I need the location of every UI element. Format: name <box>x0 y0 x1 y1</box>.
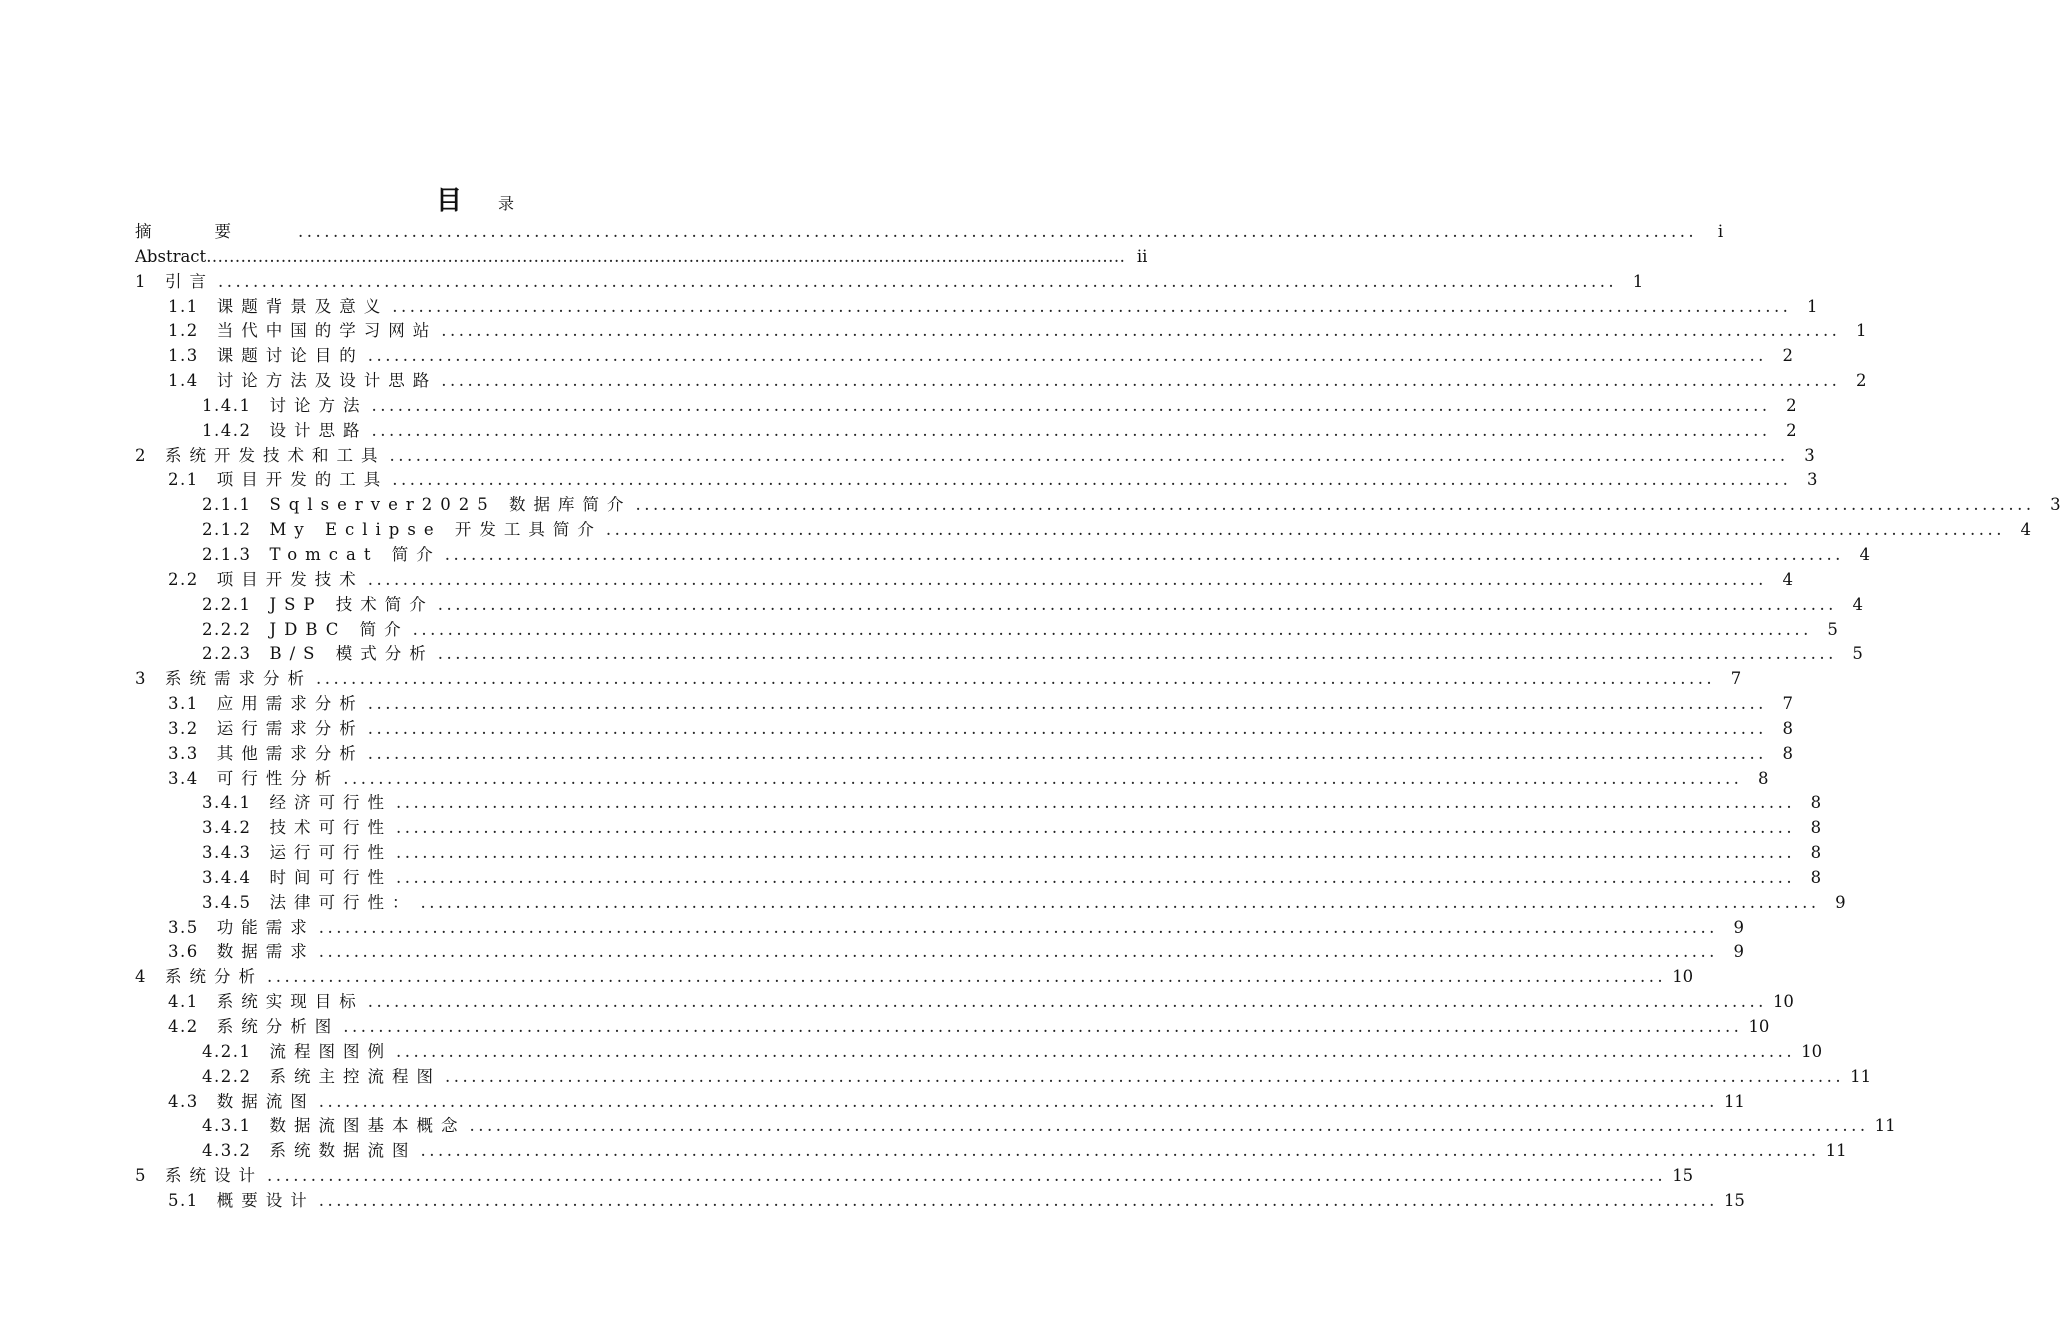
toc-entry-number: 2.1.3 <box>202 544 252 564</box>
toc-entry[interactable] <box>135 369 1867 394</box>
toc-leader-dots: ................................................................................................................................................................ <box>412 619 1812 639</box>
toc-entry-page: 11 <box>1874 1116 1896 1136</box>
toc-entry-page: 10 <box>1748 1017 1770 1036</box>
toc-leader-dots: ................................................................................................................................................................ <box>444 544 1844 564</box>
toc-entry-label: 系统实现目标 <box>216 992 364 1012</box>
toc-entry-label: 数据需求 <box>216 942 315 962</box>
toc-entry-label: 摘要 <box>135 222 294 241</box>
toc-entry-number: 4.3.2 <box>202 1141 252 1161</box>
toc-entry-page: 5 <box>1827 619 1838 639</box>
toc-leader-dots: ................................................................................................................................................................ <box>267 967 1667 987</box>
toc-entry-page: 7 <box>1730 669 1742 689</box>
toc-entry-number: 3.4.5 <box>202 892 252 912</box>
toc-entry[interactable] <box>135 319 1867 344</box>
toc-entry-page: 8 <box>1810 867 1822 887</box>
toc-entry-page: 11 <box>1850 1066 1872 1086</box>
toc-entry[interactable] <box>135 1040 1823 1065</box>
toc-leader-dots: ................................................................................................................................................................ <box>371 420 1771 440</box>
toc-entry-number: 1.4.2 <box>202 420 252 440</box>
toc-entry-page: 4 <box>1852 594 1863 614</box>
toc-entry[interactable] <box>135 468 1818 493</box>
toc-entry-label: 系统分析 <box>165 967 263 987</box>
toc-leader-dots: ................................................................................................................................................................ <box>343 768 1743 788</box>
toc-entry[interactable] <box>135 245 1148 270</box>
toc-entry-label: 技术可行性 <box>269 818 392 838</box>
toc-entry-label: 课题讨论目的 <box>216 346 364 366</box>
toc-entry-number: 3.5 <box>168 917 199 937</box>
toc-entry[interactable] <box>135 1189 1745 1214</box>
toc-entry-label: Abstract <box>135 246 207 266</box>
toc-entry[interactable] <box>135 344 1793 369</box>
toc-entry-page: 1 <box>1632 271 1644 291</box>
toc-entry-label: 功能需求 <box>216 917 315 937</box>
toc-entry-number: 2.1 <box>168 470 199 490</box>
toc-leader-dots: ................................................................................................................................................................ <box>444 1066 1845 1086</box>
toc-entry[interactable] <box>135 1139 1847 1164</box>
toc-leader-dots: ................................................................................................................................................................ <box>318 1190 1718 1210</box>
toc-entry-label: 设计思路 <box>269 420 368 440</box>
toc-entry-label: 数据流图基本概念 <box>269 1116 466 1136</box>
toc-entry[interactable] <box>135 444 1815 469</box>
toc-entry[interactable] <box>135 518 2032 543</box>
toc-entry[interactable] <box>135 1164 1694 1189</box>
toc-entry-page: 9 <box>1733 942 1744 962</box>
toc-entry[interactable] <box>135 866 1822 891</box>
toc-leader-dots: ................................................................................................................................................................ <box>367 743 1767 763</box>
toc-entry[interactable] <box>135 270 1644 295</box>
toc-entry-label: 流程图图例 <box>269 1041 392 1061</box>
toc-leader-dots: ................................................................................................................................................................ <box>420 892 1820 912</box>
toc-leader-dots: ................................................................................................................................................................ <box>392 296 1792 316</box>
toc-leader-dots: ................................................................................................................................................................ <box>298 222 1698 241</box>
toc-entry-label: Sqlserver2025 数据库简介 <box>269 495 632 515</box>
toc-entry-number: 2.1.1 <box>202 495 252 515</box>
toc-leader-dots: ................................................................................................................................................................ <box>469 1116 1869 1136</box>
toc-entry-page: 11 <box>1825 1141 1847 1161</box>
toc-leader-dots: ................................................................................................................................................................ <box>605 520 2006 540</box>
toc-entry-number: 4.1 <box>168 992 199 1012</box>
toc-entry-page: 3 <box>1804 445 1815 465</box>
toc-entry-page: 5 <box>1852 644 1863 664</box>
toc-entry-number: 5.1 <box>168 1190 199 1210</box>
toc-entry-label: JSP 技术简介 <box>269 594 434 614</box>
toc-entry-page: 7 <box>1782 694 1793 714</box>
toc-entry-number: 3.1 <box>168 694 199 714</box>
toc-leader-dots: ................................................................................................................................................................ <box>343 1017 1743 1036</box>
toc-leader-dots: ................................................................................................................................................................ <box>635 495 2035 515</box>
toc-entry-number: 4.3.1 <box>202 1116 252 1136</box>
toc-entry-label: 时间可行性 <box>269 867 392 887</box>
toc-entry-number: 4.2 <box>168 1017 199 1036</box>
toc-entry-page: 8 <box>1782 718 1793 738</box>
toc-entry-number: 3.4 <box>168 768 199 788</box>
toc-entry[interactable] <box>135 568 1793 593</box>
toc-leader-dots: ................................................................................................................................................................ <box>371 395 1771 415</box>
toc-entry[interactable] <box>135 916 1744 941</box>
toc-entry[interactable] <box>135 220 1724 245</box>
toc-entry-label: 系统开发技术和工具 <box>165 445 386 465</box>
toc-entry-page: 8 <box>1810 793 1822 813</box>
toc-entry[interactable] <box>135 419 1797 444</box>
toc-entry-number: 2.2.1 <box>202 594 252 614</box>
toc-entry-page: 10 <box>1672 967 1694 987</box>
toc-entry-number: 2.2.3 <box>202 644 252 664</box>
toc-entry-label: 讨论方法 <box>269 395 368 415</box>
toc-entry-label: JDBC 简介 <box>269 619 409 639</box>
toc-entry[interactable] <box>135 543 1870 568</box>
toc-entry[interactable] <box>135 394 1797 419</box>
toc-leader-dots: ................................................................................................................................................................ <box>441 321 1841 341</box>
toc-entry[interactable] <box>135 618 1838 643</box>
toc-title-sub: 录 <box>498 194 515 213</box>
toc-entry-label: B/S 模式分析 <box>269 644 434 664</box>
toc-entry[interactable] <box>135 990 1794 1015</box>
toc-entry-number: 2.2.2 <box>202 619 252 639</box>
toc-leader-dots: ................................................................................................................................................................ <box>367 992 1767 1012</box>
toc-entry-label: 系统数据流图 <box>269 1141 417 1161</box>
toc-entry-page: 1 <box>1806 296 1818 316</box>
toc-leader-dots: ................................................................................................................................................................ <box>389 445 1789 465</box>
toc-entry[interactable] <box>135 816 1822 841</box>
toc-leader-dots: ................................................................................................................................................................ <box>395 867 1796 887</box>
toc-entry-number: 4 <box>135 967 147 987</box>
toc-entry-label: 运行需求分析 <box>216 718 364 738</box>
toc-leader-dots: ................................................................................................................................................................ <box>392 470 1792 490</box>
toc-entry[interactable] <box>135 717 1793 742</box>
toc-entry-page: i <box>1717 222 1724 241</box>
toc-entry[interactable] <box>135 767 1769 792</box>
toc-entry-label: 课题背景及意义 <box>216 296 389 316</box>
toc-entry-label: 其他需求分析 <box>216 743 364 763</box>
toc-title <box>0 180 950 217</box>
toc-leader-dots: ................................................................................................................................................................ <box>218 271 1618 291</box>
toc-entry-number: 1.1 <box>168 296 199 316</box>
toc-entry-label: My Eclipse 开发工具简介 <box>269 520 602 540</box>
toc-leader-dots: ................................................................................................................................................................ <box>420 1141 1820 1161</box>
toc-leader-dots: ................................................................................................................................................................ <box>367 718 1767 738</box>
toc-entry-page: 15 <box>1723 1190 1745 1210</box>
toc-leader-dots: ................................................................................................................................................................ <box>367 346 1767 366</box>
toc-entry-page: 3 <box>1806 470 1818 490</box>
toc-leader-dots: ................................................................................................................................................................ <box>441 371 1841 391</box>
toc-entry[interactable] <box>135 841 1822 866</box>
toc-entry-page: 3 <box>2050 495 2061 515</box>
toc-entry-label: 概要设计 <box>216 1190 315 1210</box>
toc-entry-number: 2.1.2 <box>202 520 252 540</box>
toc-leader-dots: ................................................................................................................................................................ <box>437 644 1837 664</box>
toc-leader-dots: ................................................................................................................................................................ <box>395 1041 1796 1061</box>
toc-entry-number: 3.3 <box>168 743 199 763</box>
toc-entry-label: 经济可行性 <box>269 793 392 813</box>
toc-entry-number: 2.2 <box>168 569 199 589</box>
toc-entry-label: Tomcat 简介 <box>269 544 441 564</box>
toc-title-main: 目 <box>435 186 464 216</box>
table-of-contents <box>135 220 2061 1214</box>
toc-entry-label: 运行可行性 <box>269 843 392 863</box>
toc-entry-number: 3.4.2 <box>202 818 252 838</box>
toc-entry-label: 系统分析图 <box>216 1017 340 1036</box>
toc-entry-label: 可行性分析 <box>216 768 340 788</box>
toc-entry-page: 9 <box>1835 892 1846 912</box>
toc-entry-page: 9 <box>1733 917 1744 937</box>
toc-entry-number: 3.2 <box>168 718 199 738</box>
toc-entry-number: 4.2.1 <box>202 1041 252 1061</box>
toc-entry[interactable] <box>135 965 1694 990</box>
toc-entry-page: ii <box>1136 246 1148 266</box>
toc-leader-dots: ................................................................................................................................................................ <box>267 1166 1667 1186</box>
toc-entry-page: 1 <box>1855 321 1867 341</box>
toc-entry-number: 1.3 <box>168 346 199 366</box>
toc-entry-number: 3.4.4 <box>202 867 252 887</box>
toc-entry-label: 讨论方法及设计思路 <box>216 371 438 391</box>
toc-leader-dots: ................................................................................................................................................................ <box>318 917 1718 937</box>
toc-entry[interactable] <box>135 295 1818 320</box>
toc-leader-dots: ................................................................................................................................................................ <box>395 843 1796 863</box>
toc-leader-dots: ................................................................................................................................................................ <box>316 669 1716 689</box>
toc-entry-number: 1 <box>135 271 147 291</box>
toc-entry[interactable] <box>135 692 1793 717</box>
toc-entry[interactable] <box>135 642 1863 667</box>
toc-entry-number: 3 <box>135 669 147 689</box>
toc-entry-page: 8 <box>1757 768 1769 788</box>
toc-entry-page: 2 <box>1786 420 1797 440</box>
toc-entry-page: 10 <box>1772 992 1794 1012</box>
toc-leader-dots: ................................................................................................................................................................ <box>367 569 1767 589</box>
toc-entry-number: 2 <box>135 445 147 465</box>
toc-entry[interactable] <box>135 791 1822 816</box>
toc-entry-page: 8 <box>1782 743 1793 763</box>
toc-entry-label: 项目开发的工具 <box>216 470 389 490</box>
toc-entry-page: 4 <box>1859 544 1870 564</box>
toc-entry[interactable] <box>135 940 1744 965</box>
toc-entry-page: 10 <box>1801 1041 1823 1061</box>
toc-entry-number: 3.6 <box>168 942 199 962</box>
toc-entry[interactable] <box>135 891 1846 916</box>
toc-entry-number: 3.4.3 <box>202 843 252 863</box>
toc-entry-label: 应用需求分析 <box>216 694 364 714</box>
toc-leader-dots: ................................................................................................................................................................ <box>318 1091 1718 1111</box>
toc-entry-page: 2 <box>1782 346 1793 366</box>
toc-leader-dots: ................................................................................................................................................................ <box>318 942 1718 962</box>
toc-entry-number: 5 <box>135 1166 147 1186</box>
toc-entry[interactable] <box>135 493 2061 518</box>
toc-leader-dots: ................................................................................................................................................................ <box>367 694 1767 714</box>
toc-entry-page: 2 <box>1855 371 1867 391</box>
toc-leader-dots: ................................................................................................................................................................ <box>395 818 1796 838</box>
toc-entry[interactable] <box>135 742 1793 767</box>
toc-entry-page: 8 <box>1810 818 1822 838</box>
toc-leader-dots: ................................................................................................................................................................ <box>206 246 1126 266</box>
toc-entry-page: 4 <box>1782 569 1793 589</box>
toc-entry-number: 4.3 <box>168 1091 199 1111</box>
toc-entry[interactable] <box>135 1090 1745 1115</box>
toc-entry-label: 法律可行性： <box>269 892 417 912</box>
toc-entry-number: 1.4.1 <box>202 395 252 415</box>
toc-entry-number: 3.4.1 <box>202 793 252 813</box>
toc-leader-dots: ................................................................................................................................................................ <box>437 594 1837 614</box>
toc-entry-number: 4.2.2 <box>202 1066 252 1086</box>
toc-entry-label: 系统设计 <box>165 1166 263 1186</box>
toc-entry-label: 项目开发技术 <box>216 569 364 589</box>
toc-entry-page: 15 <box>1672 1166 1694 1186</box>
toc-entry-page: 8 <box>1810 843 1822 863</box>
toc-entry[interactable] <box>135 667 1742 692</box>
toc-entry-label: 系统需求分析 <box>165 669 312 689</box>
toc-entry[interactable] <box>135 593 1863 618</box>
toc-entry-label: 当代中国的学习网站 <box>216 321 438 341</box>
toc-entry-page: 4 <box>2020 520 2032 540</box>
toc-entry-label: 系统主控流程图 <box>269 1066 441 1086</box>
toc-entry-page: 2 <box>1786 395 1797 415</box>
toc-entry-label: 引言 <box>165 271 214 291</box>
toc-entry[interactable] <box>135 1015 1770 1040</box>
toc-entry-page: 11 <box>1723 1091 1745 1111</box>
toc-leader-dots: ................................................................................................................................................................ <box>395 793 1796 813</box>
toc-entry-number: 1.4 <box>168 371 199 391</box>
toc-entry[interactable] <box>135 1114 1896 1139</box>
toc-entry-label: 数据流图 <box>216 1091 315 1111</box>
toc-entry-number: 1.2 <box>168 321 199 341</box>
toc-entry[interactable] <box>135 1065 1872 1090</box>
